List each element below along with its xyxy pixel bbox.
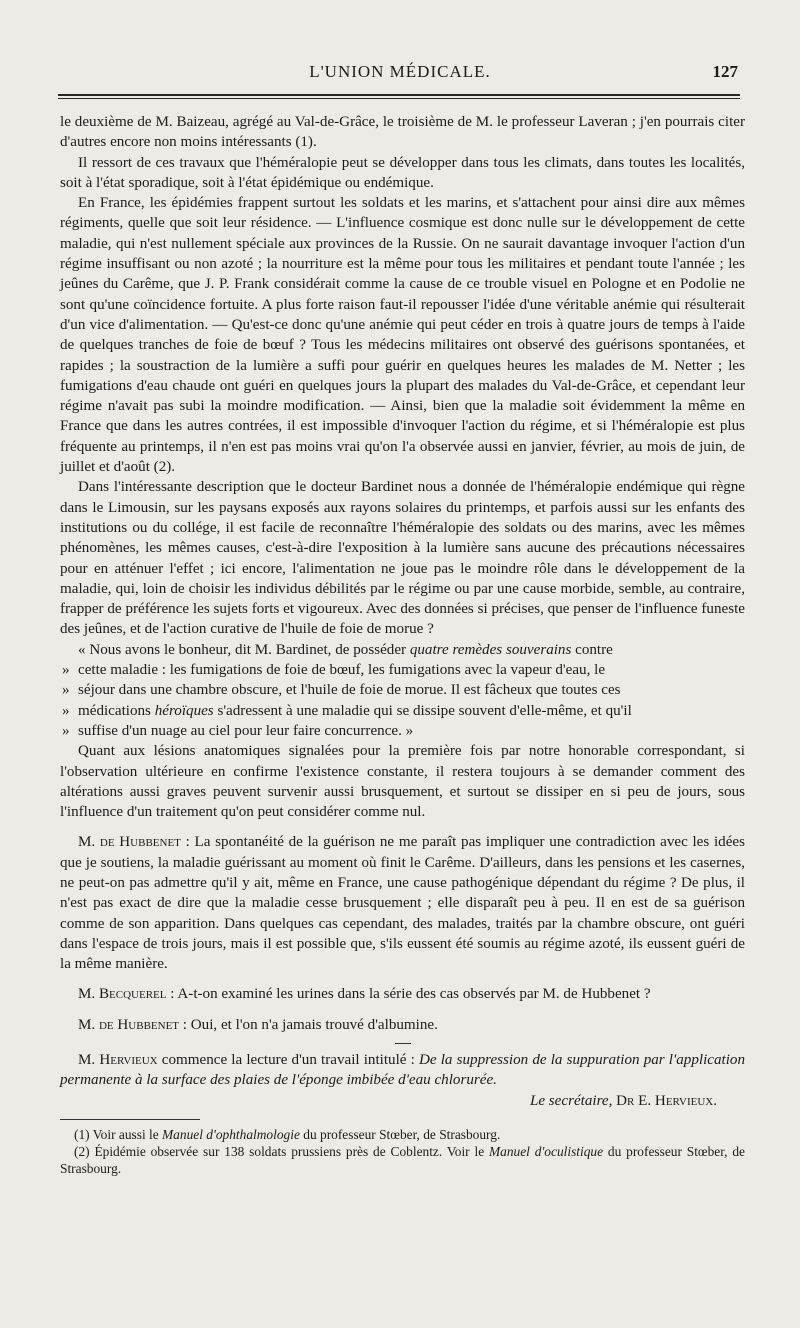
speaker-paragraph: M. de Hubbenet : Oui, et l'on n'a jamais trouvé d'albumine. — [78, 1016, 438, 1033]
work-title: De la suppression de la suppuration par l'application permanente à la surface des plaies de l'éponge imbibée d'eau chlorurée. — [60, 1052, 745, 1089]
paragraph: Quant aux lésions anatomiques signalées pour la première fois par notre honorable correspondant, si l'observation ultérieure en confirme l'existence constante, il restera toujours à se demander comment des altérations aussi graves peuvent survenir aussi brusquement, et surtout se dissiper en si peu de jours, sous l'influence d'un traitement qu'on peut considérer comme nul. — [60, 743, 745, 821]
quote-line: » séjour dans une chambre obscure, et l'huile de foie de morue. Il est fâcheux que toutes ces — [62, 682, 621, 699]
footnote-rule — [60, 1119, 200, 1120]
footnotes — [60, 1126, 745, 1177]
paragraph: En France, les épidémies frappent surtout les soldats et les marins, et s'attachent pour ainsi dire aux mêmes régiments, quelle que soit leur résidence. — L'influence cosmique est donc nulle sur le développement de cette maladie, qui n'est nullement spéciale aux provinces de la Russie. On ne saurait davantage invoquer l'action d'un régime insuffisant ou non azoté ; la nourriture est la même pour tous les militaires et pendant toute l'année ; les jeûnes du Carême, que J. P. Frank considérait comme la cause de ce trouble visuel en Pologne et en Podolie ne sont qu'une coïncidence fortuite. A plus forte raison faut-il repousser l'idée d'une véritable anémie qui résulterait d'un vice d'alimentation. — Qu'est-ce donc qu'une anémie qui peut céder en trois à quatre jours de temps à l'aide de quelques tranches de foie de bœuf ? Tous les médecins militaires ont observé des guérisons spontanées, et rapides ; la soustraction de la lumière a suffi pour guérir en quelques heures les malades de M. Netter ; les fumigations d'eau chaude ont guéri en quelques jours la plupart des malades du Val-de-Grâce, et cependant leur régime n'avait pas subi la moindre modification. — Ainsi, bien que la maladie soit évidemment la même en France que dans les autres contrées, il est impossible d'invoquer l'action du régime, et si l'héméralopie est plus fréquente au printemps, il n'en est pas moins vrai qu'on l'a observée aussi en janvier, février, au mois de juin, de juillet et d'août (2). — [60, 195, 745, 476]
quote-line: » médications héroïques s'adressent à une maladie qui se dissipe souvent d'elle-même, et qu'il — [62, 702, 632, 719]
journal-title: L'UNION MÉDICALE. — [309, 62, 491, 81]
quote-line: » cette maladie : les fumigations de foie de bœuf, les fumigations avec la vapeur d'eau, le — [62, 662, 606, 679]
section-separator — [395, 1043, 411, 1044]
footnote: (1) Voir aussi le Manuel d'ophthalmologie du professeur Stœber, de Strasbourg. — [74, 1126, 501, 1142]
header-rule — [58, 94, 740, 99]
speaker-name: M. de Hubbenet : — [78, 834, 190, 851]
article-body — [60, 112, 745, 1177]
paragraph: Dans l'intéressante description que le docteur Bardinet nous a donnée de l'héméralopie endémique qui règne dans le Limousin, sur les paysans exposés aux rayons solaires du printemps, et parfois aussi sur les enfants des institutions ou du collége, il est facile de reconnaître l'héméralopie des soldats ou des marins, avec les mêmes phénomènes, les mêmes causes, c'est-à-dire l'exposition à la lumière sans aucune des précautions nécessaires pour en atténuer l'effet ; ici encore, l'alimentation ne joue pas le moindre rôle dans le développement de la maladie, qui, loin de choisir les individus débilités par le régime ou par une cause morbide, semble, au contraire, frapper de préférence les sujets forts et vigoureux. Avec des données si précises, que penser de l'influence funeste des jeûnes, et de l'action curative de l'huile de foie de morue ? — [60, 479, 745, 638]
paragraph: Il ressort de ces travaux que l'héméralopie peut se développer dans tous les climats, dans toutes les localités, soit à l'état sporadique, soit à l'état épidémique ou endémique. — [60, 154, 745, 191]
speaker-paragraph: M. Hervieux commence la lecture d'un travail intitulé : De la suppression de la suppuration par l'application permanente à la surface des plaies de l'éponge imbibée d'eau chlorurée. — [60, 1052, 745, 1089]
paragraph: le deuxième de M. Baizeau, agrégé au Val-de-Grâce, le troisième de M. le professeur Laveran ; j'en pourrais citer d'autres encore non moins intéressants (1). — [60, 114, 745, 151]
speaker-name: M. de Hubbenet : — [78, 1016, 187, 1033]
speaker-paragraph: M. de Hubbenet : La spontanéité de la guérison ne me paraît pas impliquer une contradiction avec les idées que je soutiens, la maladie guérissant au moment où finit le Carême. D'ailleurs, dans les pensions et les casernes, ne peut-on pas admettre qu'il y ait, même en France, une cause pathogénique dépendant du régime ? De plus, il n'est pas exact de dire que la maladie cesse brusquement ; elle disparaît peu à peu. Il en est de sa guérison comme de son apparition. Dans quelques cas cependant, des malades, traités par la chambre obscure, ont guéri dans l'espace de trois jours, mais il est possible que, s'ils eussent été soumis au régime azoté, ils eussent guéri de la même manière. — [60, 834, 745, 973]
bardinet-quote — [60, 640, 745, 741]
speaker-name: M. Becquerel : — [78, 986, 175, 1003]
footnote: (2) Épidémie observée sur 138 soldats prussiens près de Coblentz. Voir le Manuel d'oculistique du professeur Stœber, de Strasbourg. — [60, 1143, 745, 1176]
page-number: 127 — [712, 62, 738, 81]
speaker-name: M. Hervieux — [78, 1052, 158, 1069]
speaker-paragraph: M. Becquerel : A-t-on examiné les urines dans la série des cas observés par M. de Hubbenet ? — [78, 986, 651, 1003]
signature: Le secrétaire, Dr E. Hervieux. — [529, 1092, 717, 1109]
running-header — [60, 58, 740, 88]
quote-line: » suffise d'un nuage au ciel pour leur faire concurrence. » — [62, 722, 414, 739]
quote-line: « Nous avons le bonheur, dit M. Bardinet, de posséder quatre remèdes souverains contre — [78, 641, 613, 658]
